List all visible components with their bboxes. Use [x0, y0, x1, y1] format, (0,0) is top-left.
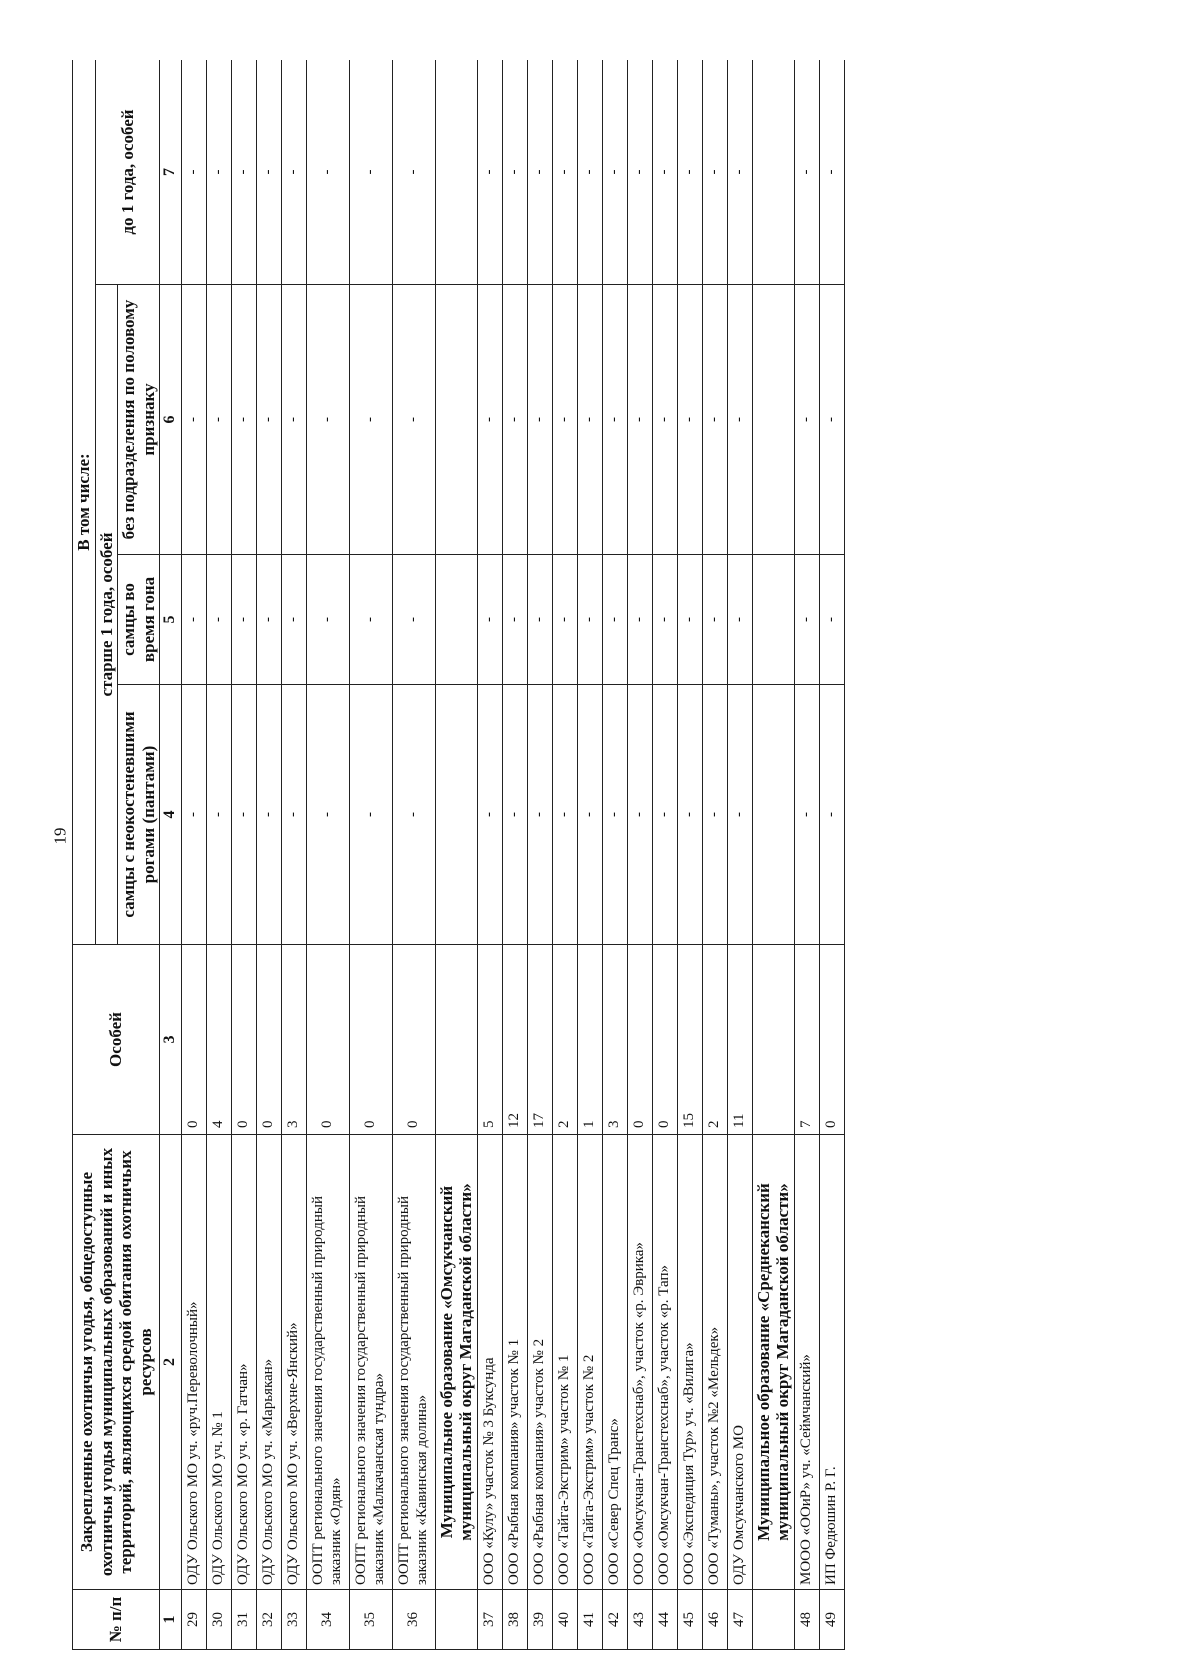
row-number: 47: [727, 1590, 752, 1650]
animal-count: 5: [477, 945, 502, 1135]
value-cell: -: [392, 60, 435, 285]
value-cell: -: [652, 60, 677, 285]
section-empty-cell: [752, 60, 794, 285]
table-row: [602, 60, 627, 1650]
value-cell: -: [627, 285, 652, 555]
row-number: 38: [502, 1590, 527, 1650]
table-row: [256, 60, 281, 1650]
value-cell: -: [727, 685, 752, 945]
value-cell: -: [602, 285, 627, 555]
animal-count: 2: [702, 945, 727, 1135]
value-cell: -: [256, 555, 281, 685]
value-cell: -: [527, 60, 552, 285]
animal-count: 0: [231, 945, 256, 1135]
value-cell: -: [552, 555, 577, 685]
value-cell: -: [602, 555, 627, 685]
value-cell: -: [819, 685, 844, 945]
table-row: [231, 60, 256, 1650]
value-cell: -: [652, 285, 677, 555]
section-row: [435, 60, 477, 1650]
animal-count: 0: [181, 945, 206, 1135]
animal-count: 4: [206, 945, 231, 1135]
table-row: [677, 60, 702, 1650]
value-cell: -: [349, 285, 392, 555]
territory-name: ООО «Рыбная компания» участок № 2: [527, 1135, 552, 1590]
row-number: 40: [552, 1590, 577, 1650]
value-cell: -: [477, 285, 502, 555]
value-cell: -: [502, 60, 527, 285]
value-cell: -: [602, 685, 627, 945]
territory-name: ОДУ Ольского МО уч. «Верхне-Янский»: [281, 1135, 306, 1590]
value-cell: -: [677, 285, 702, 555]
territory-name: ООО «Тайга-Экстрим» участок № 2: [577, 1135, 602, 1590]
row-number: 29: [181, 1590, 206, 1650]
section-title: Муниципальное образование «Среднеканский муниципальный округ Магаданской области»: [752, 1135, 794, 1590]
row-number: 30: [206, 1590, 231, 1650]
section-empty-cell: [435, 60, 477, 285]
value-cell: -: [527, 685, 552, 945]
header-older-than-year: старше 1 года, особей: [95, 285, 118, 945]
value-cell: -: [477, 60, 502, 285]
value-cell: -: [502, 285, 527, 555]
animal-count: 11: [727, 945, 752, 1135]
value-cell: -: [181, 60, 206, 285]
value-cell: -: [677, 555, 702, 685]
animal-count: 0: [627, 945, 652, 1135]
column-index-cell: 2: [160, 1135, 181, 1590]
value-cell: -: [577, 555, 602, 685]
animal-count: 12: [502, 945, 527, 1135]
value-cell: -: [627, 60, 652, 285]
territory-name: ООО «Север Спец Транс»: [602, 1135, 627, 1590]
territory-name: ООО «Туманы», участок №2 «Мельдек»: [702, 1135, 727, 1590]
value-cell: -: [256, 685, 281, 945]
value-cell: -: [231, 555, 256, 685]
value-cell: -: [206, 60, 231, 285]
value-cell: -: [206, 555, 231, 685]
value-cell: -: [552, 285, 577, 555]
section-num-cell: [435, 1590, 477, 1650]
animal-count: 0: [652, 945, 677, 1135]
animal-count: 0: [392, 945, 435, 1135]
table-frame: [72, 60, 1110, 1650]
value-cell: -: [349, 60, 392, 285]
table-row: [627, 60, 652, 1650]
row-number: 35: [349, 1590, 392, 1650]
animal-count: 0: [349, 945, 392, 1135]
value-cell: -: [206, 685, 231, 945]
territory-name: ОДУ Ольского МО уч. № 1: [206, 1135, 231, 1590]
header-territory: Закрепленные охотничьи угодья, общедоступные охотничьи угодья муниципальных образований и иных территорий, являющихся средой обитания охотничьих ресурсов: [73, 1135, 160, 1590]
row-number: 49: [819, 1590, 844, 1650]
territory-name: ООО «Рыбная компания» участок № 1: [502, 1135, 527, 1590]
value-cell: -: [231, 285, 256, 555]
value-cell: -: [819, 555, 844, 685]
row-number: 36: [392, 1590, 435, 1650]
section-empty-cell: [752, 555, 794, 685]
value-cell: -: [577, 285, 602, 555]
value-cell: -: [527, 285, 552, 555]
value-cell: -: [231, 60, 256, 285]
header-including: В том числе:: [73, 60, 96, 945]
column-index-cell: 1: [160, 1590, 181, 1650]
animal-count: 3: [602, 945, 627, 1135]
value-cell: -: [281, 285, 306, 555]
value-cell: -: [652, 685, 677, 945]
row-number: 37: [477, 1590, 502, 1650]
value-cell: -: [702, 285, 727, 555]
animal-count: 17: [527, 945, 552, 1135]
value-cell: -: [702, 555, 727, 685]
section-num-cell: [752, 1590, 794, 1650]
territory-name: ООО «Тайга-Экстрим» участок № 1: [552, 1135, 577, 1590]
value-cell: -: [677, 60, 702, 285]
value-cell: -: [206, 285, 231, 555]
value-cell: -: [602, 60, 627, 285]
section-title: Муниципальное образование «Омсукчанский муниципальный округ Магаданской области»: [435, 1135, 477, 1590]
table-row: [652, 60, 677, 1650]
value-cell: -: [306, 285, 349, 555]
section-empty-cell: [752, 285, 794, 555]
table-row: [206, 60, 231, 1650]
value-cell: -: [306, 60, 349, 285]
game-animal-table: [72, 60, 845, 1650]
section-empty-cell: [435, 555, 477, 685]
value-cell: -: [281, 685, 306, 945]
value-cell: -: [819, 285, 844, 555]
value-cell: -: [256, 285, 281, 555]
value-cell: -: [349, 555, 392, 685]
value-cell: -: [577, 685, 602, 945]
territory-name: МООО «ООиР» уч. «Сеймчанский»: [794, 1135, 819, 1590]
value-cell: -: [794, 60, 819, 285]
value-cell: -: [181, 285, 206, 555]
value-cell: -: [577, 60, 602, 285]
value-cell: -: [392, 685, 435, 945]
section-empty-cell: [752, 945, 794, 1135]
value-cell: -: [231, 685, 256, 945]
territory-name: ООО «Омсукчан-Транстехснаб», участок «р. Тап»: [652, 1135, 677, 1590]
row-number: 43: [627, 1590, 652, 1650]
territory-name: ОДУ Ольского МО уч. «руч.Переволочный»: [181, 1135, 206, 1590]
row-number: 33: [281, 1590, 306, 1650]
territory-name: ООО «Экспедиция Тур» уч. «Вилига»: [677, 1135, 702, 1590]
value-cell: -: [256, 60, 281, 285]
value-cell: -: [281, 555, 306, 685]
table-row: [502, 60, 527, 1650]
territory-name: ОДУ Омсукчанского МО: [727, 1135, 752, 1590]
animal-count: 7: [794, 945, 819, 1135]
animal-count: 0: [256, 945, 281, 1135]
value-cell: -: [794, 285, 819, 555]
value-cell: -: [702, 685, 727, 945]
page-number: 19: [50, 827, 70, 845]
row-number: 39: [527, 1590, 552, 1650]
section-empty-cell: [752, 685, 794, 945]
table-row: [819, 60, 844, 1650]
value-cell: -: [677, 685, 702, 945]
animal-count: 3: [281, 945, 306, 1135]
value-cell: -: [281, 60, 306, 285]
table-row: [552, 60, 577, 1650]
value-cell: -: [794, 685, 819, 945]
row-number: 34: [306, 1590, 349, 1650]
column-index-cell: 6: [160, 285, 181, 555]
section-empty-cell: [435, 945, 477, 1135]
value-cell: -: [727, 555, 752, 685]
table-row: [727, 60, 752, 1650]
table-row: [392, 60, 435, 1650]
territory-name: ИП Федюшин Р. Г.: [819, 1135, 844, 1590]
value-cell: -: [552, 60, 577, 285]
column-index-cell: 4: [160, 685, 181, 945]
territory-name: ОДУ Ольского МО уч. «р. Гатчан»: [231, 1135, 256, 1590]
header-no-sex-division: без подразделения по половому признаку: [118, 285, 160, 555]
value-cell: -: [727, 285, 752, 555]
header-velvet-antlers: самцы с неокостеневшими рогами (пантами): [118, 685, 160, 945]
value-cell: -: [727, 60, 752, 285]
value-cell: -: [477, 685, 502, 945]
table-row: [281, 60, 306, 1650]
table-row: [349, 60, 392, 1650]
column-index-cell: 3: [160, 945, 181, 1135]
table-row: [702, 60, 727, 1650]
value-cell: -: [794, 555, 819, 685]
section-empty-cell: [435, 685, 477, 945]
header-rut-males: самцы во время гона: [118, 555, 160, 685]
value-cell: -: [392, 285, 435, 555]
value-cell: -: [181, 685, 206, 945]
value-cell: -: [502, 555, 527, 685]
value-cell: -: [702, 60, 727, 285]
value-cell: -: [527, 555, 552, 685]
animal-count: 0: [306, 945, 349, 1135]
header-num: № п/п: [73, 1590, 160, 1650]
row-number: 45: [677, 1590, 702, 1650]
value-cell: -: [502, 685, 527, 945]
row-number: 42: [602, 1590, 627, 1650]
column-index-row: [160, 60, 181, 1650]
row-number: 41: [577, 1590, 602, 1650]
row-number: 31: [231, 1590, 256, 1650]
table-row: [577, 60, 602, 1650]
value-cell: -: [477, 555, 502, 685]
animal-count: 1: [577, 945, 602, 1135]
table-row: [477, 60, 502, 1650]
value-cell: -: [392, 555, 435, 685]
value-cell: -: [349, 685, 392, 945]
table-row: [181, 60, 206, 1650]
header-under-year: до 1 года, особей: [95, 60, 160, 285]
table-body: [181, 60, 844, 1650]
table-row: [794, 60, 819, 1650]
value-cell: -: [819, 60, 844, 285]
section-empty-cell: [435, 285, 477, 555]
value-cell: -: [306, 685, 349, 945]
rotated-table-container: [72, 60, 1110, 1650]
column-index-cell: 5: [160, 555, 181, 685]
column-index-cell: 7: [160, 60, 181, 285]
animal-count: 15: [677, 945, 702, 1135]
row-number: 48: [794, 1590, 819, 1650]
row-number: 46: [702, 1590, 727, 1650]
value-cell: -: [627, 685, 652, 945]
value-cell: -: [306, 555, 349, 685]
territory-name: ООПТ регионального значения государственный природный заказник «Одян»: [306, 1135, 349, 1590]
territory-name: ООПТ регионального значения государственный природный заказник «Малкачанская тундра»: [349, 1135, 392, 1590]
animal-count: 2: [552, 945, 577, 1135]
territory-name: ОДУ Ольского МО уч. «Марьякан»: [256, 1135, 281, 1590]
row-number: 32: [256, 1590, 281, 1650]
value-cell: -: [652, 555, 677, 685]
animal-count: 0: [819, 945, 844, 1135]
value-cell: -: [181, 555, 206, 685]
territory-name: ООО «Омсукчан-Транстехснаб», участок «р. Эврика»: [627, 1135, 652, 1590]
row-number: 44: [652, 1590, 677, 1650]
table-row: [527, 60, 552, 1650]
value-cell: -: [627, 555, 652, 685]
territory-name: ООПТ регионального значения государственный природный заказник «Кавинская долина»: [392, 1135, 435, 1590]
territory-name: ООО «Кулу» участок № 3 Буксунда: [477, 1135, 502, 1590]
table-row: [306, 60, 349, 1650]
value-cell: -: [552, 685, 577, 945]
header-count: Особей: [73, 945, 160, 1135]
section-row: [752, 60, 794, 1650]
